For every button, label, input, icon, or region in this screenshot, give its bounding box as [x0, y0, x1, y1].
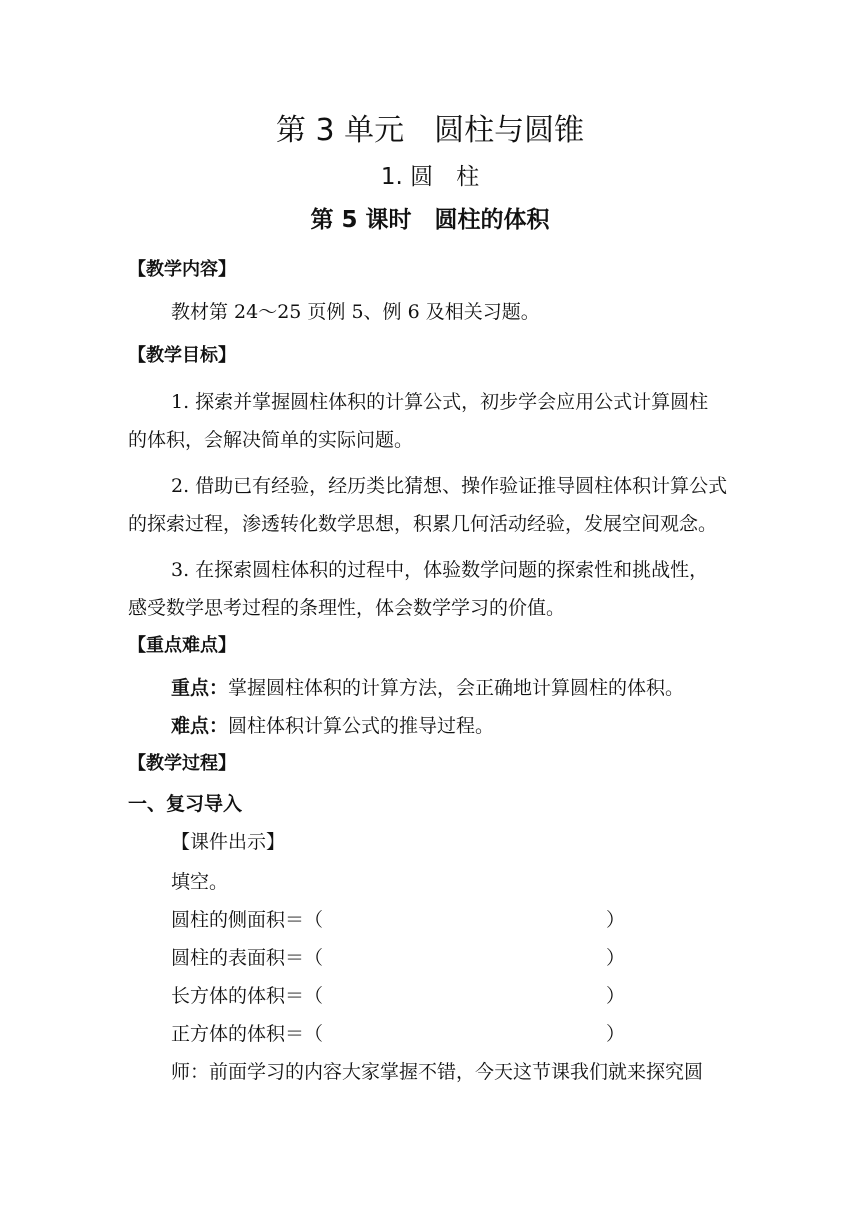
unit-title: 第 3 单元 圆柱与圆锥	[275, 113, 585, 148]
fill-instruction: 填空。	[171, 871, 229, 893]
blank-cuboid-volume-close: ）	[606, 985, 626, 1007]
blank-side-area: 圆柱的侧面积＝（	[171, 909, 324, 931]
objectives-heading: 【教学目标】	[128, 345, 236, 366]
step-1-heading: 一、复习导入	[128, 793, 243, 815]
blank-cuboid-volume: 长方体的体积＝（	[171, 985, 324, 1007]
blank-surface-area-close: ）	[606, 947, 626, 969]
key-point	[171, 676, 684, 700]
hard-label: 难点：	[171, 715, 229, 737]
key-text: 掌握圆柱体积的计算方法，会正确地计算圆柱的体积。	[228, 677, 685, 699]
blank-side-area-close: ）	[606, 909, 626, 931]
section-title: 1. 圆 柱	[380, 164, 480, 190]
teacher-remark: 师：前面学习的内容大家掌握不错，今天这节课我们就来探究圆	[171, 1061, 704, 1083]
process-heading: 【教学过程】	[128, 753, 236, 774]
content-heading: 【教学内容】	[128, 259, 236, 280]
hard-point	[171, 714, 494, 738]
courseware-label: 【课件出示】	[171, 831, 286, 853]
objective-3-line-1: 3. 在探索圆柱体积的过程中，体验数学问题的探索性和挑战性，	[171, 559, 709, 581]
key-label: 重点：	[171, 677, 229, 699]
blank-cube-volume-close: ）	[606, 1023, 626, 1045]
blank-surface-area: 圆柱的表面积＝（	[171, 947, 324, 969]
keypoints-heading: 【重点难点】	[128, 635, 236, 656]
lesson-title: 第 5 课时 圆柱的体积	[310, 207, 550, 233]
content-text: 教材第 24～25 页例 5、例 6 及相关习题。	[171, 301, 540, 323]
hard-text: 圆柱体积计算公式的推导过程。	[228, 715, 495, 737]
objective-2-line-2: 的探索过程，渗透转化数学思想，积累几何活动经验，发展空间观念。	[128, 513, 718, 535]
objective-1-line-2: 的体积，会解决简单的实际问题。	[128, 429, 414, 451]
objective-2-line-1: 2. 借助已有经验，经历类比猜想、操作验证推导圆柱体积计算公式	[171, 475, 728, 497]
blank-cube-volume: 正方体的体积＝（	[171, 1023, 324, 1045]
objective-1-line-1: 1. 探索并掌握圆柱体积的计算公式，初步学会应用公式计算圆柱	[171, 391, 709, 413]
objective-3-line-2: 感受数学思考过程的条理性，体会数学学习的价值。	[128, 597, 566, 619]
